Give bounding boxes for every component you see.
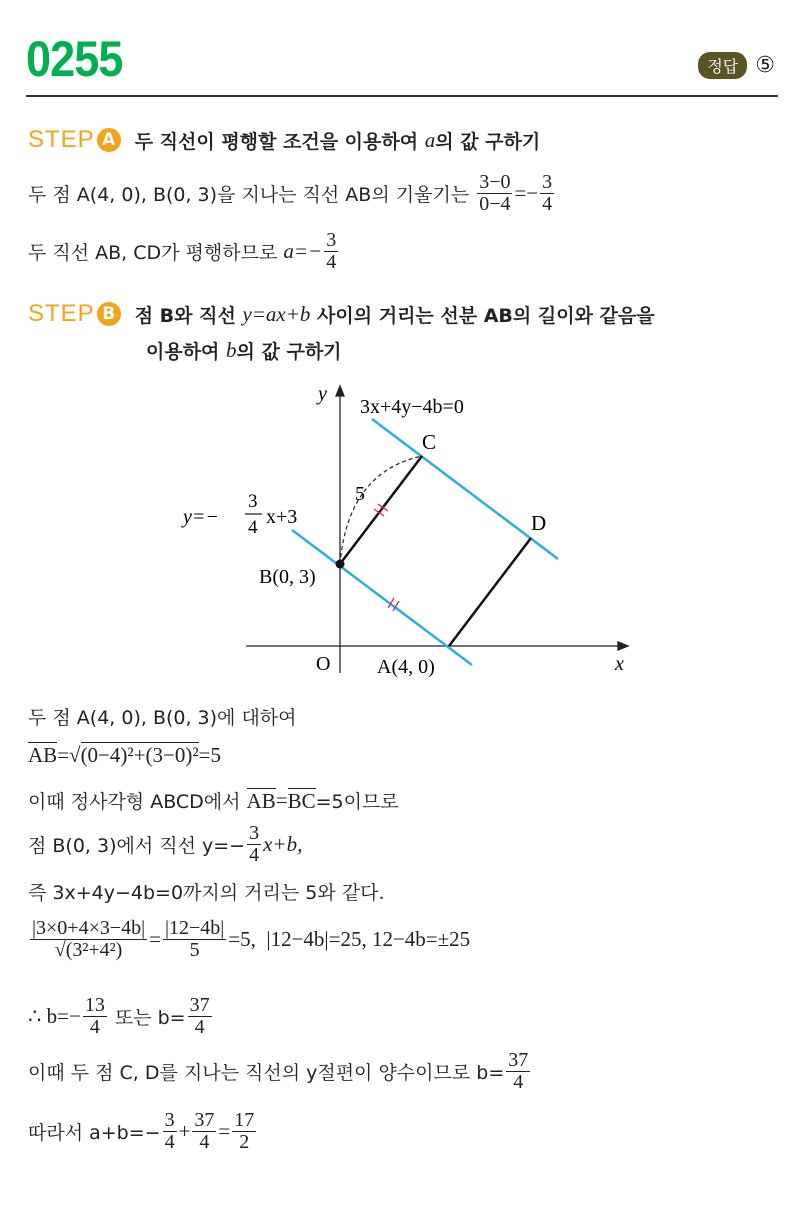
step-letter-badge: B: [97, 302, 121, 326]
text: 두 직선 AB, CD가 평행하므로: [28, 242, 284, 264]
numerator: 13: [84, 994, 105, 1016]
step-var: b: [226, 338, 237, 362]
numerator: 37: [194, 1109, 215, 1131]
numerator: |12−4b|: [164, 917, 225, 939]
body-line-3: [28, 787, 399, 814]
length-label: 5: [355, 483, 365, 505]
numerator: 3−0: [479, 171, 511, 193]
answer-value: ⑤: [755, 53, 775, 78]
math: =: [149, 927, 161, 951]
segment-ad: [449, 538, 531, 646]
segment-bc: BC: [287, 788, 316, 813]
answer-label: 정답: [698, 52, 747, 79]
lower-line-denominator: 4: [248, 517, 258, 538]
fraction: [192, 1110, 216, 1153]
fraction: [506, 1050, 530, 1093]
problem-number: 0255: [26, 31, 123, 87]
text: 이때 두 점 C, D를 지나는 직선의 y절편이 양수이므로 b=: [28, 1062, 505, 1084]
step-title: 두 직선이 평행할 조건을 이용하여: [134, 130, 425, 153]
y-axis-arrow: [336, 386, 344, 396]
step-title: 점 B와 직선: [134, 304, 243, 327]
step-title: 사이의 거리는 선분 AB의 길이와 같음을: [310, 304, 655, 327]
step-title: 의 값 구하기: [435, 130, 541, 153]
body-line-5: [28, 878, 385, 905]
body-line-4: [28, 823, 302, 866]
fraction: [188, 995, 212, 1038]
denominator: 5: [189, 939, 200, 961]
math: x+b,: [263, 832, 303, 856]
point-c-label: C: [422, 430, 437, 454]
fraction: [232, 1110, 256, 1153]
x-axis-label: x: [615, 653, 624, 675]
numerator: 3: [542, 171, 553, 193]
point-b-label: B(0, 3): [259, 566, 316, 588]
text: 따라서 a+b=−: [28, 1122, 161, 1144]
point-b-dot: [336, 560, 345, 569]
math: ∴ b=−: [28, 1004, 81, 1028]
fraction: [247, 823, 261, 866]
segment-bc: [340, 456, 422, 564]
lower-line-label: y=−: [183, 506, 219, 528]
denominator: √(3²+4²): [54, 939, 123, 961]
denominator: 4: [164, 1131, 175, 1153]
y-axis-label: y: [318, 383, 327, 405]
math: =5: [198, 742, 222, 767]
text: 점 B(0, 3)에서 직선 y=−: [28, 835, 246, 857]
fraction: [163, 1110, 177, 1153]
upper-line-label: 3x+4y−4b=0: [360, 396, 464, 418]
denominator: 4: [326, 251, 337, 273]
fraction: [83, 995, 107, 1038]
denominator: 4: [89, 1016, 100, 1038]
body-line-8: [28, 1050, 532, 1093]
line-ab: [292, 530, 472, 665]
segment-ab: AB: [246, 788, 276, 813]
math: =5, |12−4b|=25, 12−4b=±25: [228, 927, 471, 951]
numerator: 37: [508, 1049, 529, 1071]
lower-line-label: x+3: [266, 506, 298, 528]
body-line-7: [28, 995, 214, 1038]
segment-ab: AB: [28, 743, 58, 767]
numerator: 3: [164, 1109, 175, 1131]
step-title: 이용하여: [146, 341, 227, 363]
body-line-6: [28, 918, 470, 961]
origin-label: O: [316, 653, 331, 675]
step-word: STEP: [28, 126, 95, 153]
numerator: 17: [234, 1109, 255, 1131]
math: =√: [57, 742, 81, 767]
denominator: 4: [199, 1131, 210, 1153]
body-line-2: [28, 742, 221, 768]
x-axis-arrow: [618, 642, 628, 650]
numerator: 3: [326, 229, 337, 251]
math: +: [178, 1119, 191, 1143]
denominator: 4: [194, 1016, 205, 1038]
body-line-1: [28, 703, 297, 730]
body-line-9: [28, 1110, 258, 1153]
lower-line-numerator: 3: [248, 491, 258, 512]
denominator: 2: [239, 1131, 250, 1153]
text: 이때 정사각형 ABCD에서: [28, 791, 247, 813]
denominator: 4: [249, 844, 260, 866]
numerator: |3×0+4×3−4b|: [32, 917, 146, 939]
step-word: STEP: [28, 300, 95, 327]
step-var: y=ax+b: [242, 301, 311, 326]
math: =: [218, 1119, 231, 1143]
radicand: (0−4)²+(3−0)²: [80, 743, 199, 767]
denominator: 4: [542, 193, 553, 215]
math: =−: [514, 181, 539, 205]
text: 또는 b=: [108, 1007, 186, 1029]
denominator: 4: [513, 1071, 524, 1093]
point-d-label: D: [531, 511, 547, 535]
step-var: a: [424, 127, 436, 152]
denominator: 0−4: [479, 193, 511, 215]
fraction: [163, 918, 226, 961]
step-letter-badge: A: [97, 128, 121, 152]
text: 두 점 A(4, 0), B(0, 3)을 지나는 직선 AB의 기울기는: [28, 184, 476, 206]
text: 두 점 A(4, 0), B(0, 3)에 대하여: [28, 707, 297, 729]
numerator: 3: [249, 822, 260, 844]
math: =: [275, 788, 288, 812]
fraction: [30, 918, 147, 961]
step-title: 의 값 구하기: [236, 341, 342, 363]
point-a-label: A(4, 0): [377, 656, 435, 678]
numerator: 37: [189, 994, 210, 1016]
text: 즉 3x+4y−4b=0까지의 거리는 5와 같다.: [28, 882, 385, 904]
text: =5이므로: [315, 791, 399, 813]
math: a=−: [283, 239, 323, 263]
